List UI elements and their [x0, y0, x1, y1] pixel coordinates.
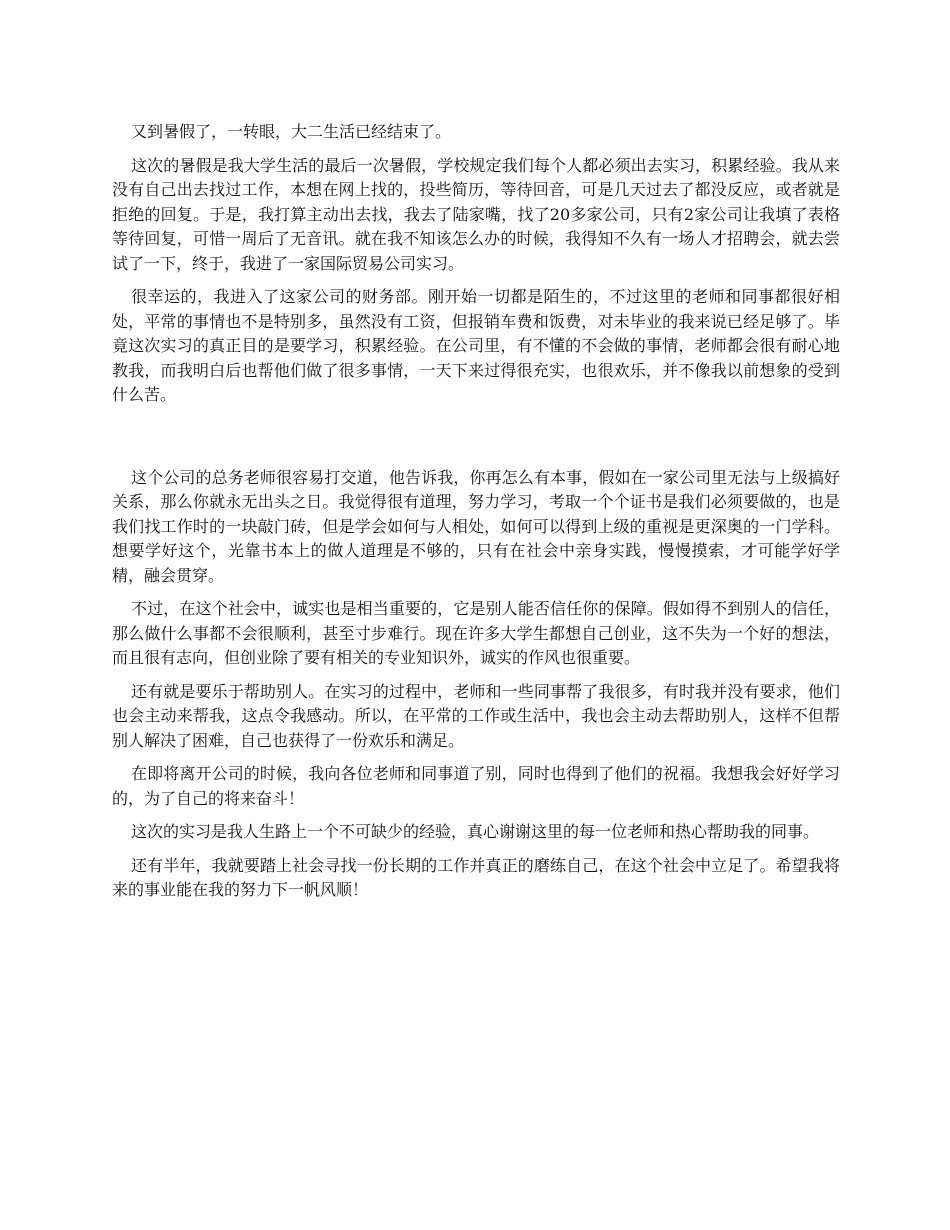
- paragraph-future: 还有半年，我就要踏上社会寻找一份长期的工作并真正的磨练自己，在这个社会中立足了。希望我将来的事业能在我的努力下一帆风顺！: [112, 855, 840, 899]
- paragraph-relationships: 这个公司的总务老师很容易打交道，他告诉我，你再怎么有本事，假如在一家公司里无法与上级搞好关系，那么你就永无出头之日。我觉得很有道理，努力学习，考取一个个证书是我们必须要做的，也是我们找工作时的一块敲门砖，但是学会如何与人相处，如何可以得到上级的重视是更深奥的一门学科。想要学好这个，光靠书本上的做人道理是不够的，只有在社会中亲身实践，慢慢摸索，才可能学好学精，融会贯穿。: [112, 467, 840, 585]
- paragraph-summer-break: 又到暑假了，一转眼，大二生活已经结束了。: [131, 122, 452, 141]
- section-gap: [112, 417, 840, 466]
- paragraph-gratitude: 这次的实习是我人生路上一个不可缺少的经验，真心谢谢这里的每一位老师和热心帮助我的同事。: [131, 822, 820, 841]
- paragraph-helping-others: 还有就是要乐于帮助别人。在实习的过程中，老师和一些同事帮了我很多，有时我并没有要求，他们也会主动来帮我，这点令我感动。所以，在平常的工作或生活中，我也会主动去帮助别人，这样不但帮别人解决了困难，自己也获得了一份欢乐和满足。: [112, 681, 840, 750]
- document-body: [112, 120, 840, 912]
- paragraph-honesty: 不过，在这个社会中，诚实也是相当重要的，它是别人能否信任你的保障。假如得不到别人的信任，那么做什么事都不会很顺利，甚至寸步难行。现在许多大学生都想自己创业，这不失为一个好的想法，而且很有志向，但创业除了要有相关的专业知识外，诚实的作风也很重要。: [112, 599, 840, 667]
- paragraph-finance-department: 很幸运的，我进入了这家公司的财务部。刚开始一切都是陌生的，不过这里的老师和同事都很好相处，平常的事情也不是特别多，虽然没有工资，但报销车费和饭费，对未毕业的我来说已经足够了。毕竟这次实习的真正目的是要学习，积累经验。在公司里，有不懂的不会做的事情，老师都会很有耐心地教我，而我明白后也帮他们做了很多事情，一天下来过得很充实，也很欢乐，并不像我以前想象的受到什么苦。: [112, 287, 840, 404]
- paragraph-farewell: 在即将离开公司的时候，我向各位老师和同事道了别，同时也得到了他们的祝福。我想我会好好学习的，为了自己的将来奋斗！: [112, 764, 840, 808]
- paragraph-job-search: 这次的暑假是我大学生活的最后一次暑假，学校规定我们每个人都必须出去实习，积累经验。我从来没有自己出去找过工作，本想在网上找的，投些简历，等待回音，可是几天过去了都没反应，或者就是拒绝的回复。于是，我打算主动出去找，我去了陆家嘴，找了20多家公司，只有2家公司让我填了表格等待回复，可惜一周后了无音讯。就在我不知该怎么办的时候，我得知不久有一场人才招聘会，就去尝试了一下，终于，我进了一家国际贸易公司实习。: [112, 155, 840, 273]
